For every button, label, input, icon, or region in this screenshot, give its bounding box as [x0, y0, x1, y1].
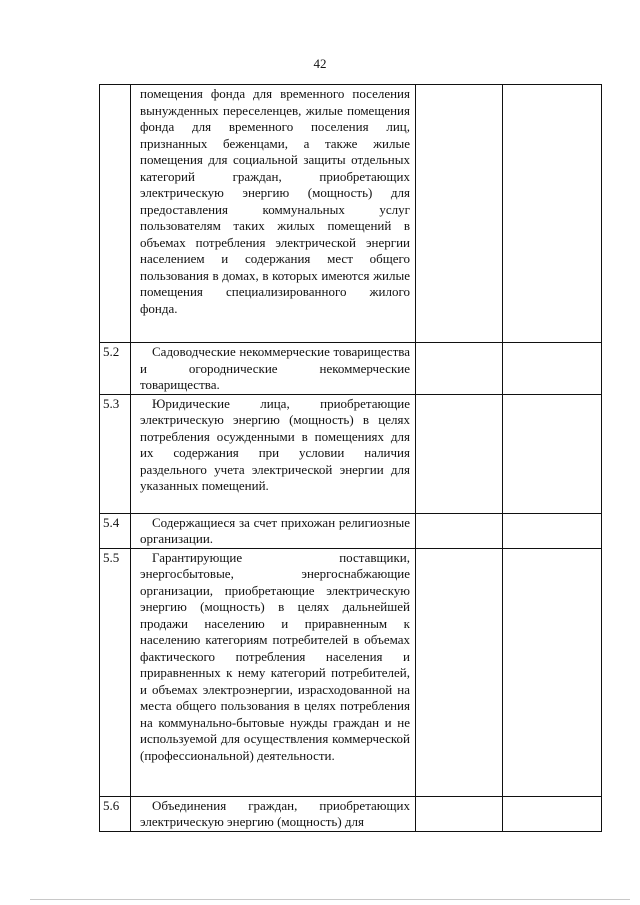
row-number: 5.5 [100, 548, 131, 796]
row-value-cell-1 [416, 343, 503, 395]
row-value-cell-2 [503, 394, 602, 513]
table-row [100, 513, 602, 548]
row-number: 5.4 [100, 513, 131, 548]
row-value-cell-2 [503, 548, 602, 796]
row-number: 5.6 [100, 796, 131, 831]
row-description: помещения фонда для временного поселения вынужденных переселенцев, жилые помещения фонда для временного поселения лиц, признанных беженцами, а также жилые помещения для социальной защиты отдельных категорий граждан, приобретающих электрическую энергию (мощность) для предоставления коммунальных услуг пользователям таких жилых помещений в объемах потребления электрической энергии населением и содержания мест общего пользования в домах, в которых имеются жилые помещения специализированного жилого фонда. [131, 85, 416, 343]
scan-edge-line [30, 899, 630, 900]
row-description: Гарантирующие поставщики, энергосбытовые, энергоснабжающие организации, приобретающие электрическую энергию (мощность) в целях дальнейшей продажи населению и приравненным к населению категориям потребителей в объемах фактического потребления населения и приравненных к нему категорий потребителей, и объемах электроэнергии, израсходованной на места общего пользования в целях потребления на коммунально-бытовые нужды граждан и не используемой для осуществления коммерческой (профессиональной) деятельности. [131, 548, 416, 796]
table-row [100, 394, 602, 513]
row-description: Юридические лица, приобретающие электрическую энергию (мощность) в целях потребления осужденными в помещениях для их содержания при условии наличия раздельного учета электрической энергии для указанных помещений. [131, 394, 416, 513]
row-description: Садоводческие некоммерческие товарищества и огороднические некоммерческие товарищества. [131, 343, 416, 395]
table-row [100, 343, 602, 395]
page-number: 42 [313, 56, 327, 71]
tariff-consumer-table [99, 84, 602, 832]
row-number: 5.3 [100, 394, 131, 513]
row-value-cell-2 [503, 513, 602, 548]
row-value-cell-2 [503, 343, 602, 395]
row-number: 5.2 [100, 343, 131, 395]
row-description: Объединения граждан, приобретающих электрическую энергию (мощность) для [131, 796, 416, 831]
row-number [100, 85, 131, 343]
table-row [100, 796, 602, 831]
row-value-cell-1 [416, 796, 503, 831]
row-value-cell-1 [416, 548, 503, 796]
row-value-cell-2 [503, 796, 602, 831]
row-value-cell-1 [416, 394, 503, 513]
row-description: Содержащиеся за счет прихожан религиозные организации. [131, 513, 416, 548]
row-value-cell-1 [416, 85, 503, 343]
table-row [100, 548, 602, 796]
table-row [100, 85, 602, 343]
row-value-cell-2 [503, 85, 602, 343]
row-value-cell-1 [416, 513, 503, 548]
